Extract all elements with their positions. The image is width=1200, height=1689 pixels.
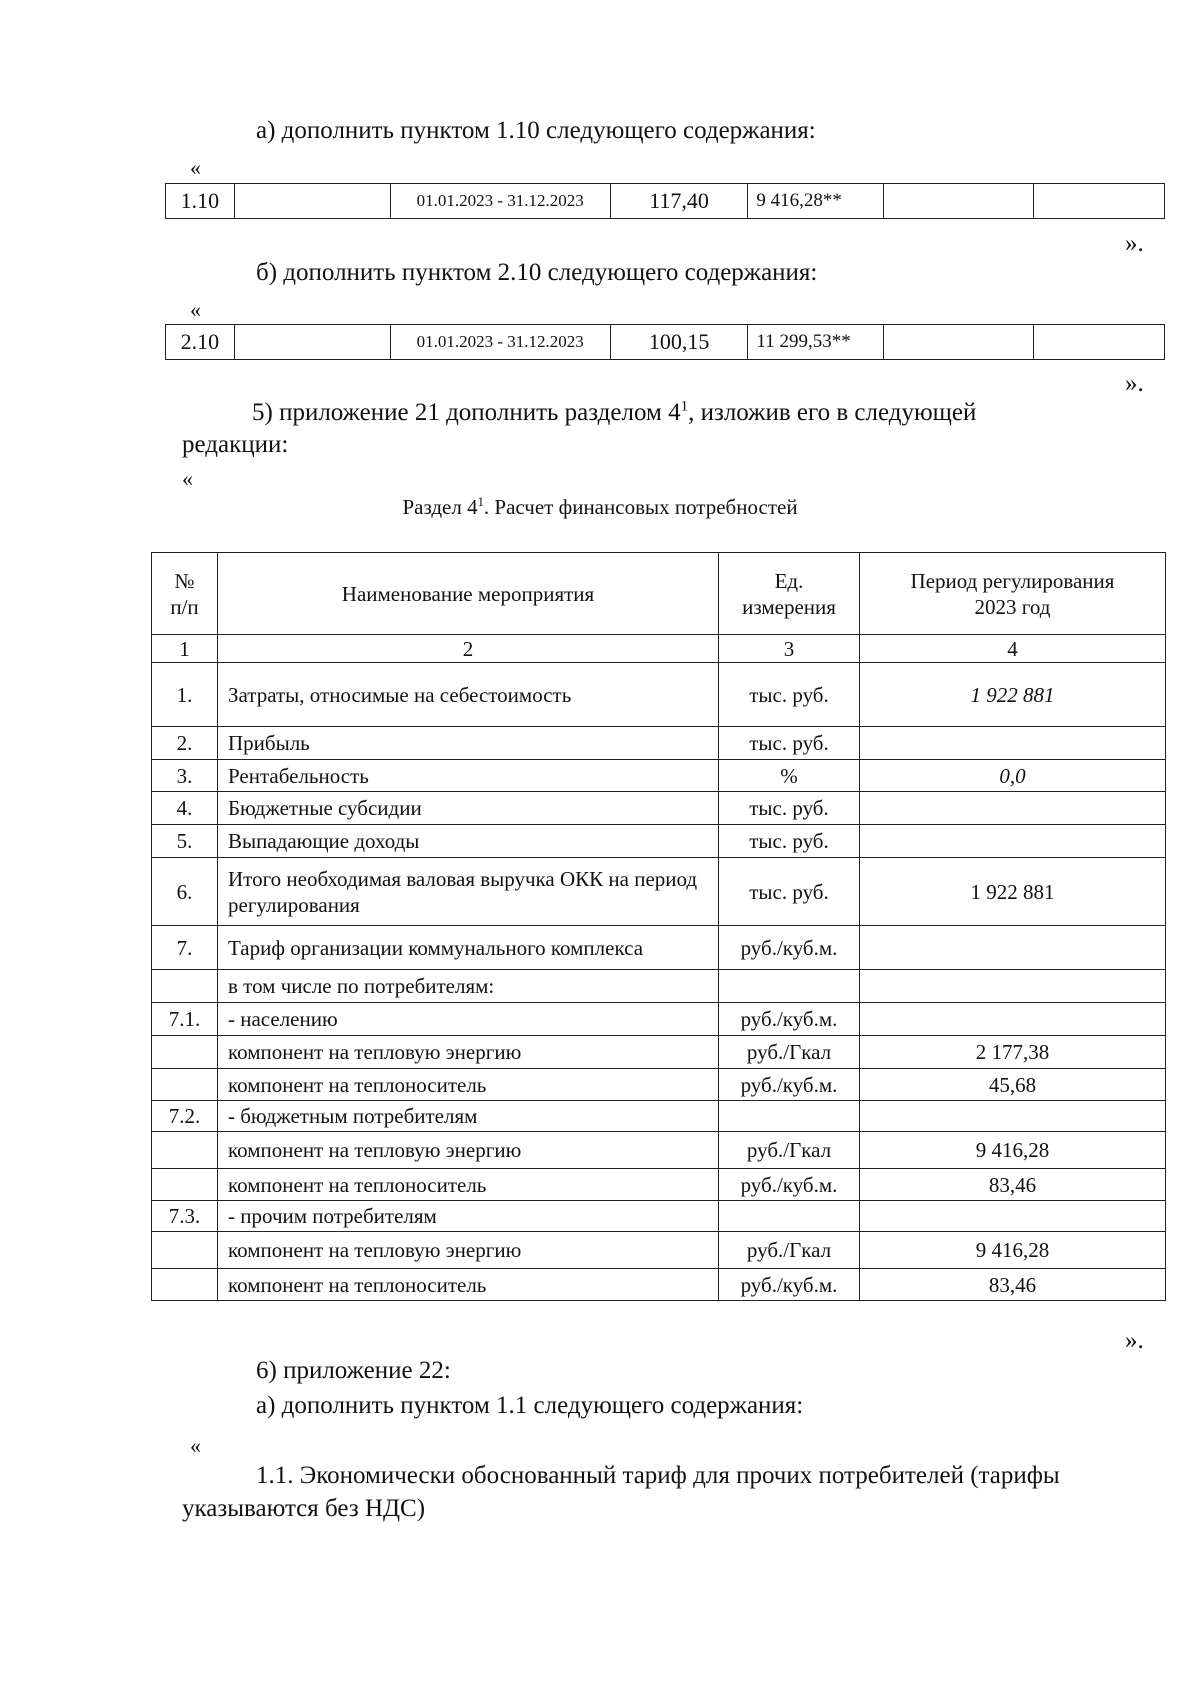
cell-value [860,970,1166,1003]
cell-no: 7.1. [152,1003,218,1036]
cell-value: 2 177,38 [860,1036,1166,1069]
row-no: 1.10 [166,184,235,219]
cell-no: 5. [152,825,218,858]
cell-unit: тыс. руб. [719,727,860,760]
cell-no [152,1169,218,1201]
cell-name: - бюджетным потребителям [218,1101,719,1132]
cell-name: компонент на теплоноситель [218,1269,719,1301]
cell-name: Бюджетные субсидии [218,792,719,825]
cell-value: 1 922 881 [860,663,1166,727]
section-prefix: Раздел 4 [402,495,478,519]
cell-name: - населению [218,1003,719,1036]
table-row [152,1036,1166,1069]
cell-value: 83,46 [860,1169,1166,1201]
col-number: 1 [152,635,218,663]
cell-value: 45,68 [860,1069,1166,1101]
cell-value: 83,46 [860,1269,1166,1301]
cell-unit: руб./Гкал [719,1036,860,1069]
table-row [152,1069,1166,1101]
cell-unit [719,1201,860,1232]
cell-value: 1 922 881 [860,858,1166,926]
cell-unit: руб./Гкал [719,1132,860,1169]
cell-unit: руб./куб.м. [719,926,860,970]
table-header-row [152,553,1166,635]
row-value-3 [884,184,1034,219]
close-quote: ». [1125,370,1144,397]
cell-unit: тыс. руб. [719,858,860,926]
col-number: 2 [218,635,719,663]
table-row [152,1269,1166,1301]
row-value-1: 117,40 [610,184,748,219]
cell-value [860,825,1166,858]
cell-name: Итого необходимая валовая выручка ОКК на период регулирования [218,858,719,926]
financial-needs-table [151,552,1166,1301]
close-quote: ». [1125,1327,1144,1354]
row-period: 01.01.2023 - 31.12.2023 [390,184,610,219]
cell-value [860,926,1166,970]
cell-unit: руб./куб.м. [719,1169,860,1201]
cell-value: 0,0 [860,760,1166,792]
cell-unit: руб./куб.м. [719,1069,860,1101]
cell-unit [719,970,860,1003]
cell-name: Выпадающие доходы [218,825,719,858]
table-row [152,825,1166,858]
cell-no [152,1036,218,1069]
cell-value: 9 416,28 [860,1232,1166,1269]
cell-no: 7. [152,926,218,970]
cell-name: в том числе по потребителям: [218,970,719,1003]
table-row [152,1101,1166,1132]
cell-no: 2. [152,727,218,760]
row-no: 2.10 [166,325,235,360]
open-quote: « [190,155,201,180]
table-row [152,970,1166,1003]
item-5-line2: редакции: [182,431,289,458]
table-row [152,792,1166,825]
cell-no [152,1069,218,1101]
item-b-text: б) дополнить пунктом 2.10 следующего содержания: [256,259,818,286]
cell-unit: руб./куб.м. [719,1269,860,1301]
cell-unit: тыс. руб. [719,663,860,727]
cell-name: Затраты, относимые на себестоимость [218,663,719,727]
item-6-text: 6) приложение 22: [256,1357,451,1384]
cell-no: 3. [152,760,218,792]
cell-name: Тариф организации коммунального комплекса [218,926,719,970]
row-table-110 [165,183,1165,219]
header-name: Наименование мероприятия [218,553,719,635]
cell-unit: руб./Гкал [719,1232,860,1269]
cell-unit: тыс. руб. [719,825,860,858]
cell-value [860,792,1166,825]
cell-unit: % [719,760,860,792]
cell-value: 9 416,28 [860,1132,1166,1169]
item-11-line2: указываются без НДС) [182,1495,426,1522]
section-sup: 1 [477,495,484,509]
cell-unit: руб./куб.м. [719,1003,860,1036]
close-quote: ». [1125,230,1144,257]
cell-value [860,1003,1166,1036]
row-name [234,325,390,360]
row-value-3 [884,325,1034,360]
open-quote: « [190,297,201,322]
item-5-text [182,397,1150,429]
table-row [152,1169,1166,1201]
row-value-2: 9 416,28** [748,184,884,219]
table-row [152,1003,1166,1036]
cell-name: Рентабельность [218,760,719,792]
item-5-sup: 1 [680,398,689,415]
cell-name: компонент на тепловую энергию [218,1232,719,1269]
item-5-suffix: , изложив его в следующей [688,399,977,426]
table-row [152,1132,1166,1169]
row-name [234,184,390,219]
row-value-2: 11 299,53** [748,325,884,360]
item-5-prefix: 5) приложение 21 дополнить разделом 4 [252,399,681,426]
column-number-row [152,635,1166,663]
table-row [152,858,1166,926]
cell-no: 1. [152,663,218,727]
row-period: 01.01.2023 - 31.12.2023 [390,325,610,360]
cell-name: компонент на тепловую энергию [218,1036,719,1069]
cell-name: компонент на теплоноситель [218,1069,719,1101]
row-value-4 [1034,184,1165,219]
table-row [152,727,1166,760]
table-row [152,1201,1166,1232]
cell-value [860,1201,1166,1232]
item-11-line1: 1.1. Экономически обоснованный тариф для прочих потребителей (тарифы [256,1462,1060,1489]
cell-value [860,1101,1166,1132]
cell-no: 7.2. [152,1101,218,1132]
row-table-210 [165,324,1165,360]
row-value-1: 100,15 [610,325,748,360]
cell-name: компонент на теплоноситель [218,1169,719,1201]
item-6a-text: а) дополнить пунктом 1.1 следующего содержания: [256,1392,804,1419]
header-period: Период регулирования 2023 год [860,553,1166,635]
cell-unit [719,1101,860,1132]
table-row [152,1232,1166,1269]
item-a-text: а) дополнить пунктом 1.10 следующего содержания: [256,117,816,144]
cell-unit: тыс. руб. [719,792,860,825]
table-row [152,760,1166,792]
section-title [0,495,1200,520]
cell-name: Прибыль [218,727,719,760]
header-no: № п/п [152,553,218,635]
cell-no [152,1232,218,1269]
table-row [152,926,1166,970]
cell-no: 7.3. [152,1201,218,1232]
header-unit: Ед. измерения [719,553,860,635]
cell-value [860,727,1166,760]
row-value-4 [1034,325,1165,360]
cell-no: 4. [152,792,218,825]
col-number: 4 [860,635,1166,663]
cell-no [152,970,218,1003]
col-number: 3 [719,635,860,663]
table-row [152,663,1166,727]
open-quote: « [190,1433,201,1458]
cell-no [152,1269,218,1301]
section-suffix: . Расчет финансовых потребностей [483,495,798,519]
cell-name: - прочим потребителям [218,1201,719,1232]
cell-no [152,1132,218,1169]
cell-name: компонент на тепловую энергию [218,1132,719,1169]
open-quote: « [182,466,193,491]
cell-no: 6. [152,858,218,926]
